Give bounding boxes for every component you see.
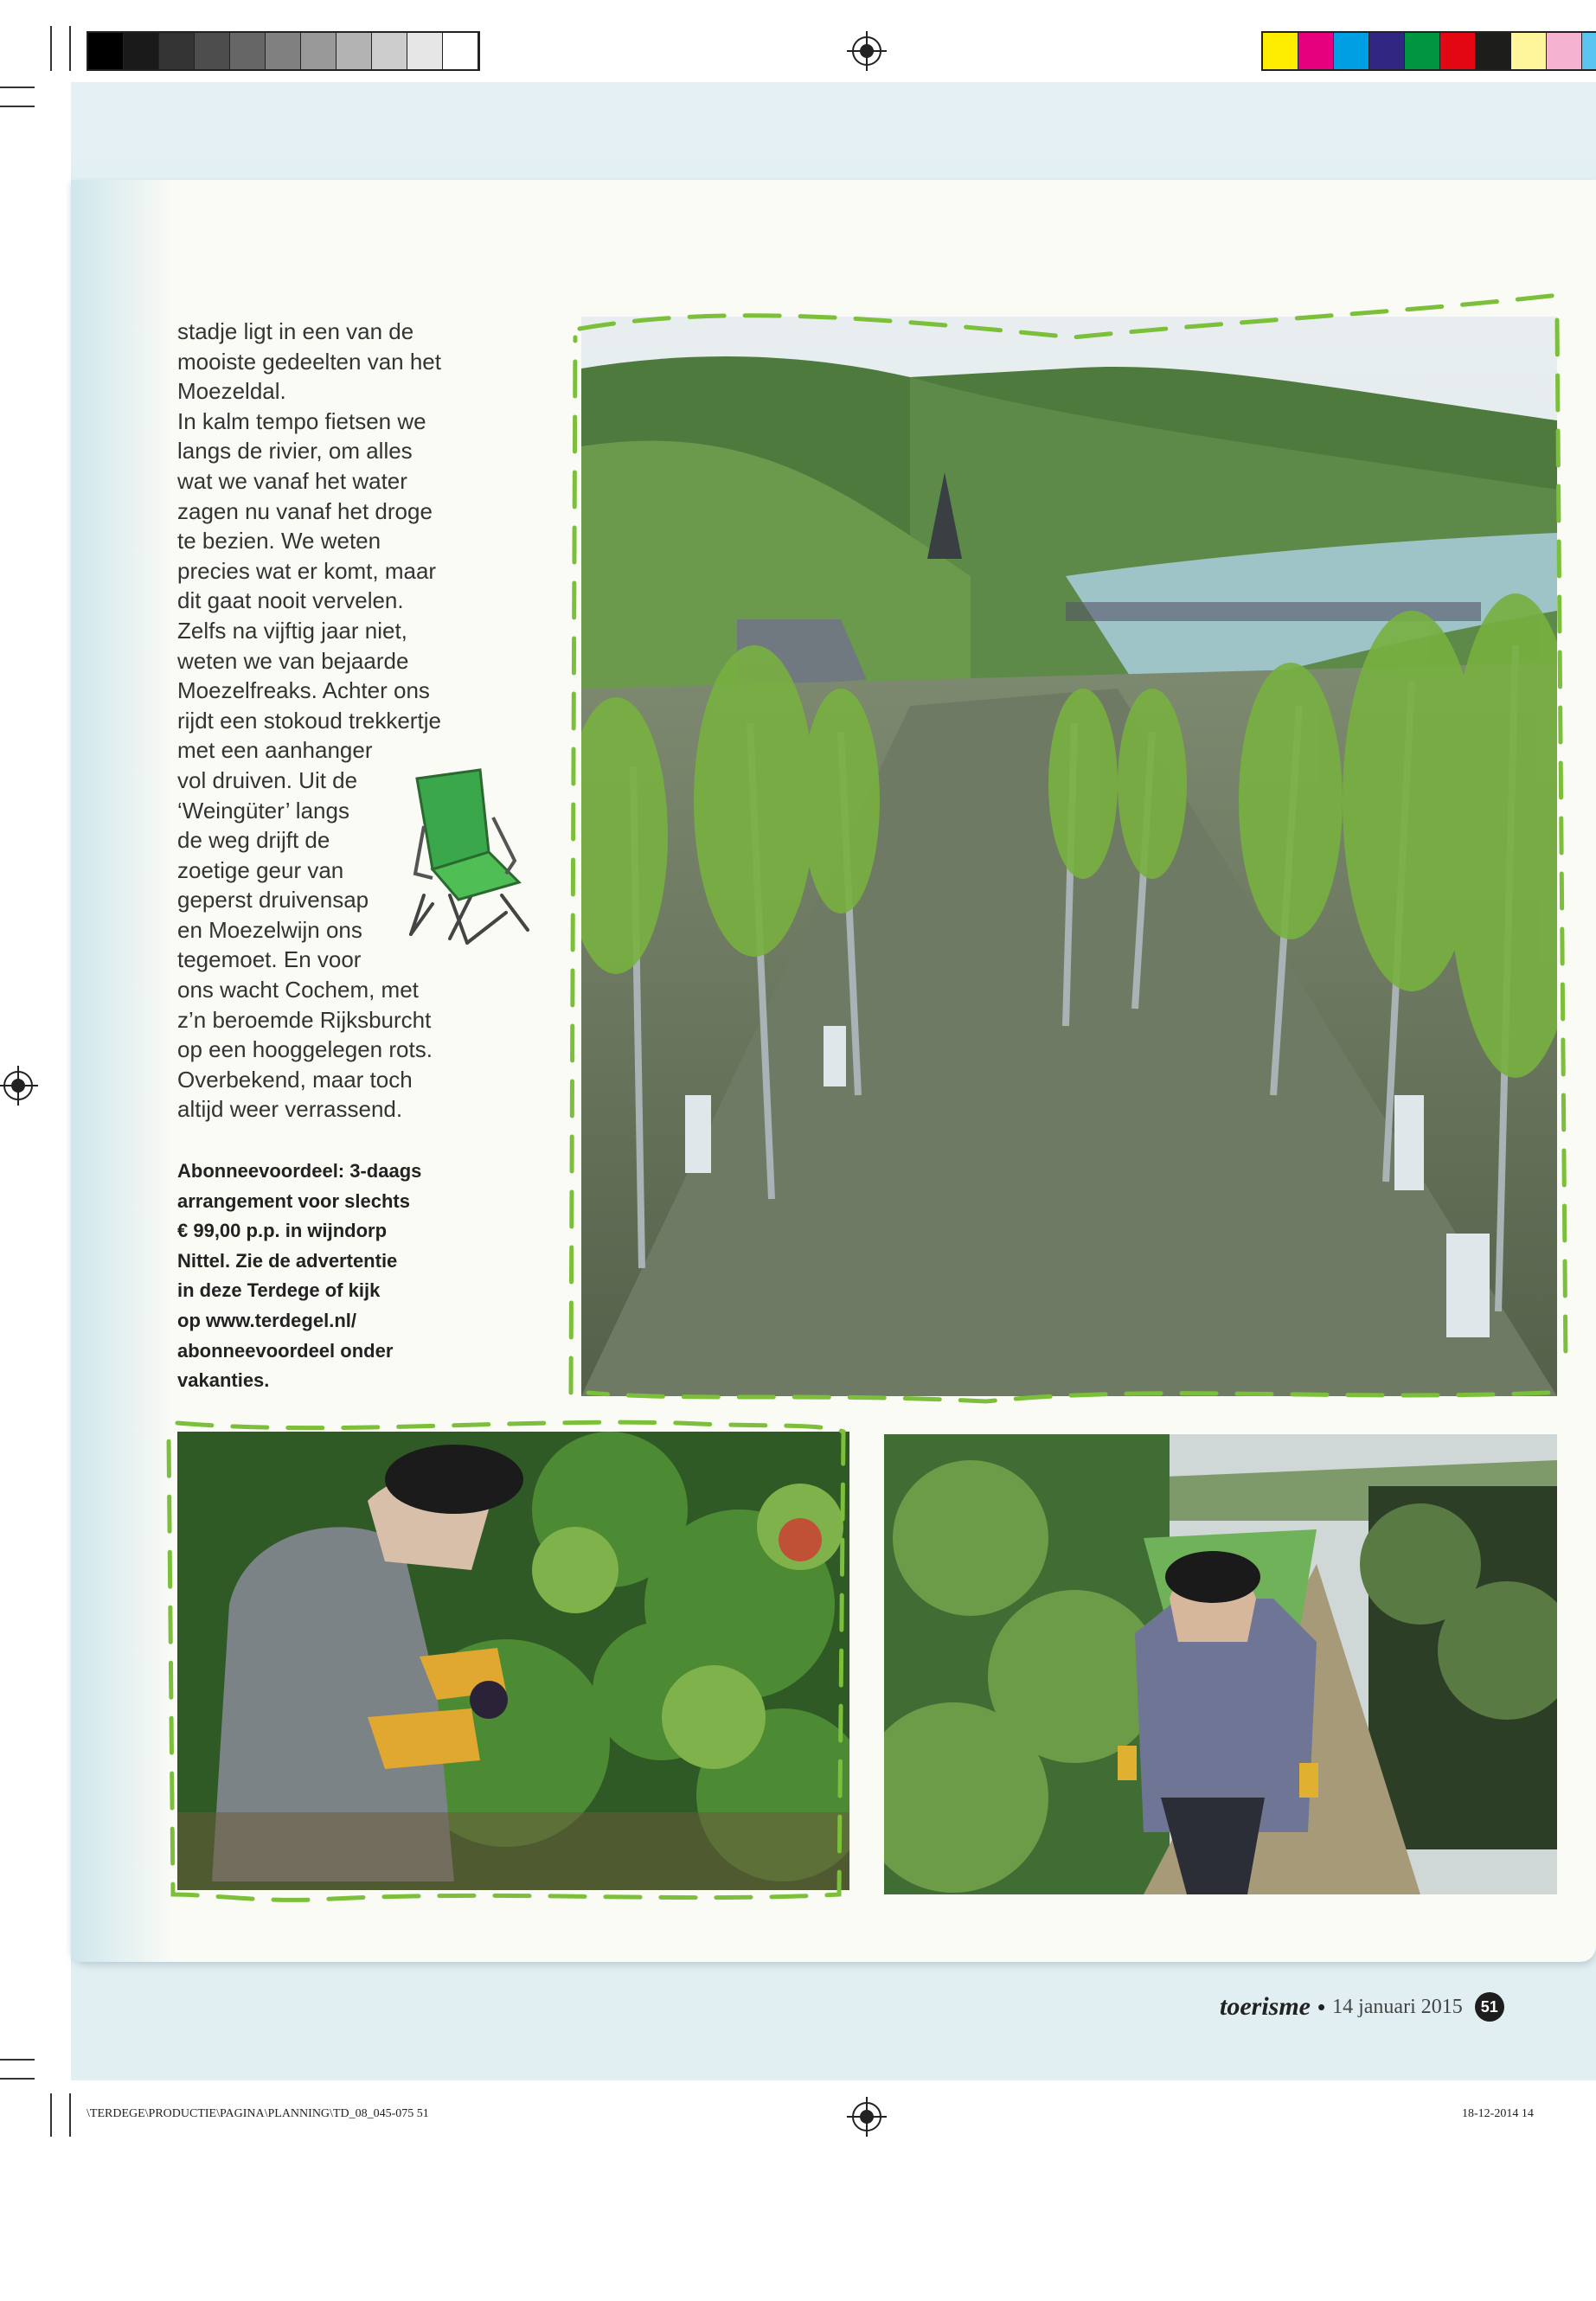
color-swatch [372, 33, 407, 69]
text-line: rijdt een stokoud trekkertje [177, 707, 441, 734]
text-line: vakanties. [177, 1369, 270, 1392]
color-swatch [407, 33, 443, 69]
text-line: Moezeldal. [177, 378, 286, 405]
footer-separator: • [1317, 1993, 1326, 2020]
crop-mark [0, 2078, 35, 2080]
text-line: precies wat er komt, maar [177, 557, 437, 584]
color-swatch [195, 33, 230, 69]
text-line: arrangement voor slechts [177, 1189, 410, 1212]
text-line: z’n beroemde Rijksburcht [177, 1006, 432, 1033]
color-swatch [1334, 33, 1369, 69]
issue-date: 14 januari 2015 [1332, 1995, 1463, 2018]
text-line: en Moezelwijn ons [177, 916, 362, 943]
text-line: op een hooggelegen rots. [177, 1036, 433, 1063]
text-line: Zelfs na vijftig jaar niet, [177, 617, 407, 644]
subscriber-offer-text [177, 1157, 454, 1396]
article-body-text [177, 317, 476, 1125]
text-line: abonneevoordeel onder [177, 1339, 394, 1362]
text-line: In kalm tempo fietsen we [177, 407, 426, 434]
text-line: ‘Weingüter’ langs [177, 797, 349, 824]
section-name: toerisme [1220, 1992, 1311, 2021]
text-line: ons wacht Cochem, met [177, 977, 419, 1003]
vineyard-workers-photo [884, 1434, 1557, 1894]
left-edge-fade [71, 180, 175, 1962]
text-line: Overbekend, maar toch [177, 1066, 413, 1093]
crop-mark [50, 26, 52, 71]
crop-mark [0, 87, 35, 88]
registration-mark-icon [852, 36, 881, 66]
text-line: dit gaat nooit vervelen. [177, 587, 404, 614]
text-line: vol druiven. Uit de [177, 766, 358, 793]
text-line: te bezien. We weten [177, 528, 381, 554]
crop-mark [69, 2093, 71, 2137]
text-line: altijd weer verrassend. [177, 1096, 403, 1123]
text-line: Moezelfreaks. Achter ons [177, 677, 430, 704]
color-swatch [1369, 33, 1405, 69]
text-line: op www.terdegel.nl/ [177, 1309, 356, 1331]
text-line: langs de rivier, om alles [177, 438, 413, 465]
color-swatch [1511, 33, 1547, 69]
text-line: met een aanhanger [177, 737, 373, 764]
page-number: 51 [1475, 1992, 1504, 2022]
print-date-slug: 18-12-2014 14 [1462, 2107, 1534, 2120]
color-swatch [337, 33, 372, 69]
text-line: stadje ligt in een van de [177, 318, 414, 344]
color-swatch [1405, 33, 1440, 69]
text-line: geperst druivensap [177, 887, 369, 913]
color-swatch [1263, 33, 1298, 69]
text-line: zoetige geur van [177, 856, 344, 883]
page-footer [1220, 1990, 1504, 2024]
color-swatch [230, 33, 266, 69]
color-swatch [301, 33, 337, 69]
color-swatch [1582, 33, 1596, 69]
crop-mark [0, 106, 35, 107]
color-swatch [124, 33, 159, 69]
registration-mark-icon [852, 2102, 881, 2131]
color-swatch [88, 33, 124, 69]
color-swatch [1298, 33, 1334, 69]
text-line: mooiste gedeelten van het [177, 348, 441, 375]
text-line: de weg drijft de [177, 827, 330, 854]
text-line: tegemoet. En voor [177, 946, 362, 973]
text-line: Nittel. Zie de advertentie [177, 1249, 398, 1272]
registration-mark-icon [3, 1071, 33, 1100]
color-calibration-bar [1261, 31, 1596, 71]
color-swatch [1476, 33, 1511, 69]
color-swatch [266, 33, 301, 69]
text-line: wat we vanaf het water [177, 467, 407, 494]
grey-calibration-bar [87, 31, 480, 71]
crop-mark [69, 26, 71, 71]
file-path-slug: \TERDEGE\PRODUCTIE\PAGINA\PLANNING\TD_08_045-075 51 [87, 2107, 429, 2120]
text-line: Abonneevoordeel: 3-daags [177, 1160, 422, 1182]
folding-chair-illustration [398, 766, 545, 947]
text-line: zagen nu vanaf het droge [177, 497, 433, 524]
crop-mark [0, 2059, 35, 2061]
text-line: € 99,00 p.p. in wijndorp [177, 1220, 388, 1242]
vineyard-river-valley-photo [581, 317, 1557, 1396]
color-swatch [1440, 33, 1476, 69]
color-swatch [1547, 33, 1582, 69]
color-swatch [443, 33, 478, 69]
text-line: in deze Terdege of kijk [177, 1279, 381, 1302]
text-line: weten we van bejaarde [177, 647, 409, 674]
crop-mark [50, 2093, 52, 2137]
color-swatch [159, 33, 195, 69]
grape-picker-photo [177, 1432, 849, 1890]
